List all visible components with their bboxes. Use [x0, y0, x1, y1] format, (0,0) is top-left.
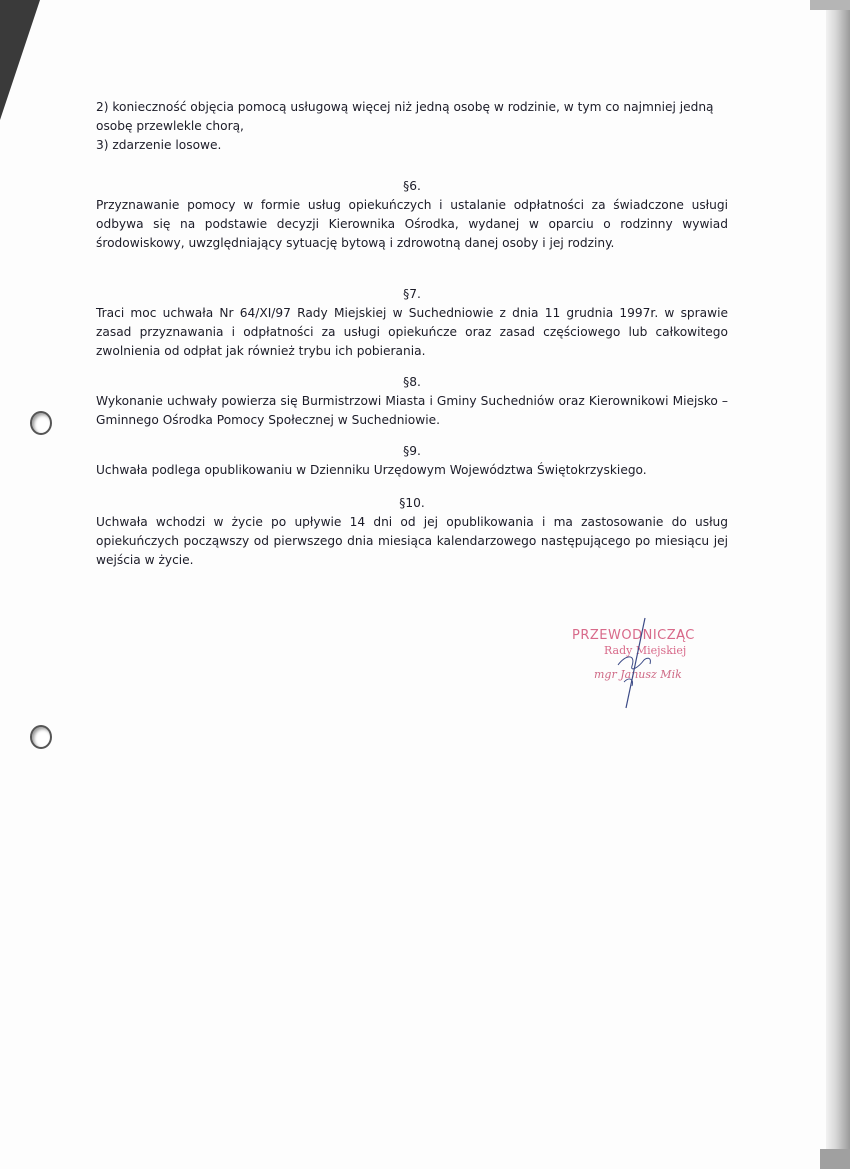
list-item-3: 3) zdarzenie losowe. — [96, 138, 222, 152]
signature-title: PRZEWODNICZĄC — [572, 628, 695, 643]
section-heading-6: §6. — [403, 179, 421, 193]
section-heading-8: §8. — [403, 375, 421, 389]
section-text-10: Uchwała wchodzi w życie po upływie 14 dni od jej opublikowania i ma zastosowanie do usług opiekuńczych począwszy od pierwszego dnia miesiąca kalendarzowego następującego po miesiącu jej wejścia w życie. — [96, 515, 728, 567]
scan-bottom-edge-artifact — [820, 1149, 850, 1169]
list-item-2-line-2: osobę przewlekle chorą, — [96, 119, 244, 133]
scan-corner-artifact — [0, 0, 40, 120]
section-text-6: Przyznawanie pomocy w formie usług opiekuńczych i ustalanie odpłatności za świadczone usługi odbywa się na podstawie decyzji Kierownika Ośrodka, wydanej w oparciu o rodzinny wywiad środowiskowy, uwzględniający sytuację bytową i zdrowotną danej osoby i jej rodziny. — [96, 198, 728, 250]
signature-name: mgr Janusz Mik — [594, 668, 682, 681]
scan-top-edge-artifact — [810, 0, 850, 10]
section-text-7: Traci moc uchwała Nr 64/XI/97 Rady Miejskiej w Suchedniowie z dnia 11 grudnia 1997r. w sprawie zasad przyznawania i odpłatności za usługi opiekuńcze oraz zasad częściowego lub całkowitego zwolnienia od odpłat jak również trybu ich pobierania. — [96, 306, 728, 358]
section-heading-9: §9. — [403, 444, 421, 458]
punch-hole-icon — [30, 725, 52, 749]
section-text-9: Uchwała podlega opublikowaniu w Dzienniku Urzędowym Województwa Świętokrzyskiego. — [96, 463, 647, 477]
section-heading-7: §7. — [403, 287, 421, 301]
signature-stamp — [560, 610, 720, 720]
document-body — [96, 98, 728, 570]
scan-right-edge-artifact — [826, 0, 850, 1169]
list-item-2-line-1: 2) konieczność objęcia pomocą usługową więcej niż jedną osobę w rodzinie, w tym co najmniej jedną — [96, 100, 714, 114]
section-heading-10: §10. — [399, 496, 425, 510]
handwritten-signature-icon — [560, 610, 720, 720]
section-text-8: Wykonanie uchwały powierza się Burmistrzowi Miasta i Gminy Suchedniów oraz Kierownikowi Miejsko – Gminnego Ośrodka Pomocy Społecznej w Suchedniowie. — [96, 394, 728, 427]
punch-hole-icon — [30, 411, 52, 435]
signature-subtitle: Rady Miejskiej — [604, 644, 687, 657]
